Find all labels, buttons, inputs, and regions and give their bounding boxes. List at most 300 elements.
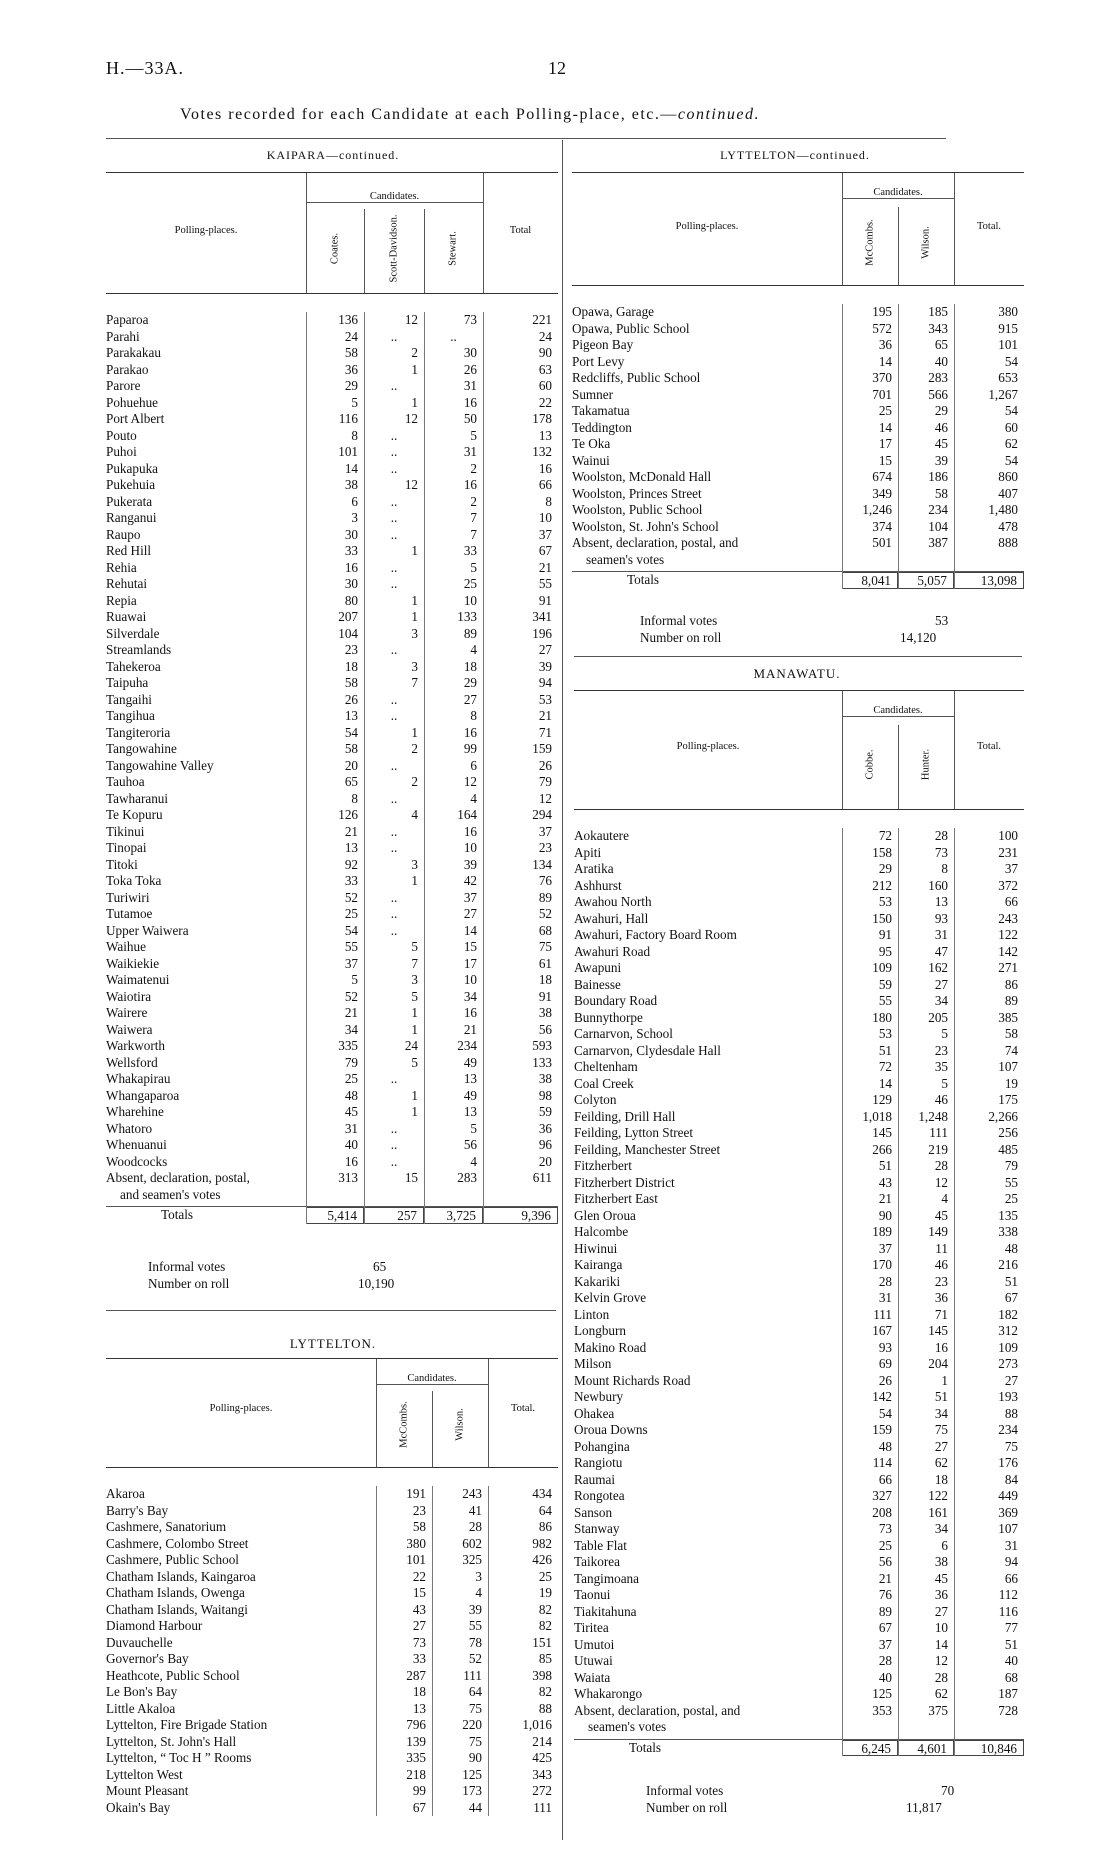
- vote-count: 69: [878, 1356, 892, 1371]
- vote-count: ..: [390, 840, 398, 855]
- vote-count: 10: [463, 840, 477, 855]
- vote-count: 25: [1004, 1191, 1018, 1206]
- table-row: [574, 845, 1024, 862]
- vote-count: 4: [470, 790, 477, 806]
- vote-count: 51: [1004, 1636, 1018, 1652]
- table-row: [572, 387, 1024, 404]
- informal-label: Informal votes: [148, 1259, 226, 1274]
- vote-count: 40: [344, 1137, 358, 1152]
- vote-count: 407: [998, 485, 1018, 501]
- table-row: [106, 1717, 558, 1734]
- vote-count: 243: [462, 1486, 482, 1501]
- vote-count: 602: [462, 1535, 482, 1551]
- vote-count: 1: [411, 1087, 418, 1103]
- vote-count: 23: [538, 840, 552, 855]
- column-rule: [483, 312, 484, 1224]
- vote-count: 18: [538, 972, 552, 987]
- kaipara-cand-stewart: Stewart.: [447, 231, 459, 266]
- table-row: [106, 1684, 558, 1701]
- vote-count: 19: [1004, 1075, 1018, 1091]
- polling-place-name: Mount Pleasant: [106, 1783, 189, 1798]
- vote-count: 90: [538, 345, 552, 360]
- vote-count: 107: [998, 1059, 1018, 1074]
- polling-place-name: Boundary Road: [574, 993, 658, 1008]
- vote-count: 28: [878, 1653, 892, 1668]
- vote-count: 1: [411, 543, 418, 558]
- vote-count: 335: [338, 1038, 358, 1053]
- vote-count: 13: [344, 708, 358, 723]
- vote-count: 76: [538, 873, 552, 888]
- polling-place-name: Takamatua: [572, 403, 630, 418]
- vote-count: 485: [998, 1141, 1018, 1157]
- vote-count: 2: [411, 345, 418, 360]
- polling-place-name: Opawa, Garage: [572, 304, 655, 319]
- polling-place-name: Waimatenui: [106, 972, 170, 987]
- lyttelton-continued-table: [572, 172, 1024, 589]
- vote-count: 31: [463, 378, 477, 393]
- vote-count: 20: [538, 1153, 552, 1169]
- kaipara-footer: [148, 1258, 448, 1292]
- polling-place-name: Carnarvon, School: [574, 1026, 673, 1041]
- table-row: [574, 1422, 1024, 1439]
- vote-count: 132: [532, 444, 552, 459]
- vote-count: 16: [463, 823, 477, 839]
- vote-count: 14: [878, 419, 892, 435]
- vote-count: 79: [538, 774, 552, 789]
- vote-count: 125: [462, 1766, 482, 1782]
- vote-count: 10: [934, 1620, 948, 1635]
- vote-count: 63: [538, 361, 552, 377]
- vote-count: 52: [344, 988, 358, 1004]
- vote-count: 89: [878, 1603, 892, 1619]
- vote-count: 98: [538, 1087, 552, 1103]
- document-reference: H.—33A.: [106, 58, 184, 78]
- polling-place-name: Fitzherbert East: [574, 1191, 658, 1206]
- vote-count: 60: [1004, 419, 1018, 435]
- vote-count: 12: [934, 1174, 948, 1190]
- polling-place-name: Toka Toka: [106, 873, 162, 888]
- vote-count: 59: [538, 1104, 552, 1119]
- vote-count: 189: [872, 1224, 892, 1239]
- table-row: [106, 824, 558, 841]
- vote-count: ..: [450, 328, 457, 344]
- table-row: [574, 1604, 1024, 1621]
- vote-count: ..: [390, 576, 398, 591]
- table-row: [106, 329, 558, 346]
- table-row: [106, 395, 558, 412]
- vote-count: 8: [470, 708, 477, 723]
- vote-count: 72: [878, 828, 892, 843]
- polling-place-name: Teddington: [572, 419, 632, 435]
- vote-count: 385: [998, 1009, 1018, 1025]
- table-row: [106, 708, 558, 725]
- vote-count: 256: [998, 1125, 1018, 1140]
- table-row: [106, 1569, 558, 1586]
- vote-count: 29: [463, 675, 477, 690]
- vote-count: 92: [344, 856, 358, 872]
- polling-place-name: Puhoi: [106, 444, 137, 459]
- vote-count: 1: [411, 1005, 418, 1020]
- polling-place-name: Streamlands: [106, 642, 172, 657]
- vote-count: 45: [934, 1207, 948, 1223]
- vote-count: 51: [878, 1158, 892, 1173]
- polling-place-name: Woolston, McDonald Hall: [572, 469, 712, 484]
- table-row: [106, 1005, 558, 1022]
- polling-place-name: Tangaihi: [106, 691, 152, 707]
- vote-count: 27: [1004, 1372, 1018, 1388]
- vote-count: 53: [538, 691, 552, 707]
- polling-place-name: Tinopai: [106, 840, 147, 855]
- vote-count: ..: [390, 642, 398, 657]
- polling-place-name: Awahuri, Hall: [574, 910, 649, 926]
- vote-count: 982: [532, 1535, 552, 1551]
- vote-count: 27: [538, 642, 552, 657]
- vote-count: 4: [470, 1153, 477, 1169]
- polling-place-name: Ruawai: [106, 609, 147, 624]
- vote-count: 4: [411, 807, 418, 822]
- table-row: [574, 1274, 1024, 1291]
- vote-count: 109: [998, 1339, 1018, 1355]
- vote-count: 16: [538, 460, 552, 476]
- polling-place-name: Glen Oroua: [574, 1207, 636, 1223]
- table-row: [106, 477, 558, 494]
- polling-place-name: Tangiteroria: [106, 724, 171, 740]
- vote-count: 101: [998, 337, 1018, 352]
- vote-count: 18: [412, 1684, 426, 1699]
- table-row: [106, 857, 558, 874]
- polling-place-name: Rangiotu: [574, 1455, 623, 1470]
- vote-count: 16: [463, 394, 477, 410]
- vote-count: ..: [390, 823, 398, 839]
- lyttelton-continued-title: LYTTELTON—continued.: [720, 148, 870, 162]
- polling-place-name: Pouto: [106, 427, 137, 443]
- total-count: 6,245: [842, 1740, 898, 1757]
- vote-count: 170: [872, 1257, 892, 1272]
- vote-count: 36: [538, 1120, 552, 1136]
- table-row: [106, 1104, 558, 1121]
- vote-count: 1: [411, 1021, 418, 1037]
- manawatu-rows: [574, 828, 1024, 1756]
- informal-label: Informal votes: [640, 613, 718, 628]
- vote-count: 107: [998, 1521, 1018, 1536]
- lyttelton-cand-wilson: Wilson.: [454, 1408, 466, 1441]
- polling-place-name: Aokautere: [574, 828, 629, 843]
- vote-count: 88: [538, 1700, 552, 1716]
- manawatu-col-polling-places: Polling-places.: [676, 741, 740, 752]
- vote-count: 116: [998, 1603, 1018, 1619]
- vote-count: 49: [463, 1054, 477, 1070]
- vote-count: 21: [538, 559, 552, 575]
- polling-place-name: Colyton: [574, 1092, 617, 1107]
- vote-count: 40: [1004, 1653, 1018, 1668]
- vote-count: 75: [538, 939, 552, 954]
- vote-count: 114: [872, 1455, 892, 1470]
- table-row: [574, 1109, 1024, 1126]
- vote-count: 62: [1004, 436, 1018, 451]
- vote-count: 73: [934, 844, 948, 860]
- vote-count: 59: [878, 976, 892, 992]
- vote-count: 55: [1004, 1174, 1018, 1190]
- vote-count: 8: [545, 493, 552, 509]
- vote-count: 25: [538, 1568, 552, 1584]
- vote-count: 398: [532, 1667, 552, 1683]
- polling-place-name: Absent, declaration, postal,: [106, 1170, 250, 1185]
- vote-count: 150: [872, 910, 892, 926]
- vote-count: 13: [934, 894, 948, 909]
- polling-place-name: Fitzherbert: [574, 1158, 632, 1173]
- vote-count: 16: [934, 1339, 948, 1355]
- vote-count: 60: [538, 378, 552, 393]
- vote-count: 14: [878, 353, 892, 369]
- vote-count: 52: [344, 889, 358, 905]
- table-row: [106, 1503, 558, 1520]
- vote-count: 434: [532, 1486, 552, 1501]
- polling-place-name: Woolston, St. John's School: [572, 518, 719, 534]
- vote-count: 67: [878, 1620, 892, 1635]
- vote-count: 37: [344, 955, 358, 971]
- vote-count: 31: [878, 1290, 892, 1305]
- vote-count: 86: [538, 1519, 552, 1534]
- vote-count: 159: [532, 741, 552, 756]
- table-row: [106, 1170, 558, 1187]
- vote-count: 387: [928, 535, 948, 550]
- polling-place-name: Parakakau: [106, 345, 161, 360]
- informal-label: Informal votes: [646, 1783, 724, 1798]
- vote-count: 796: [406, 1717, 426, 1732]
- manawatu-header: [574, 690, 1024, 810]
- vote-count: 42: [463, 873, 477, 888]
- vote-count: 701: [872, 386, 892, 402]
- vote-count: 66: [538, 477, 552, 492]
- vote-count: 34: [463, 988, 477, 1004]
- informal-value: 65: [373, 1259, 387, 1274]
- table-row: [106, 675, 558, 692]
- table-row: [106, 989, 558, 1006]
- table-row: [106, 593, 558, 610]
- vote-count: 380: [998, 304, 1018, 319]
- polling-place-name: Pukapuka: [106, 460, 159, 476]
- table-row: [106, 576, 558, 593]
- vote-count: 8: [351, 790, 358, 806]
- vote-count: 51: [878, 1042, 892, 1058]
- polling-place-name: Rongotea: [574, 1488, 625, 1503]
- polling-place-name: Tahekeroa: [106, 658, 161, 674]
- vote-count: 52: [538, 906, 552, 921]
- vote-count: 478: [998, 518, 1018, 534]
- total-count: 8,041: [842, 572, 898, 589]
- vote-count: 31: [344, 1120, 358, 1136]
- column-rule: [898, 828, 899, 1756]
- vote-count: 167: [872, 1323, 892, 1338]
- lyttelton-col-polling-places: Polling-places.: [209, 1403, 273, 1414]
- vote-count: 55: [878, 993, 892, 1008]
- total-count: 9,396: [483, 1207, 558, 1224]
- table-row: [106, 1767, 558, 1784]
- vote-count: 48: [1004, 1240, 1018, 1256]
- vote-count: 36: [344, 361, 358, 377]
- section-rule: [574, 656, 1022, 657]
- table-row: [574, 1059, 1024, 1076]
- polling-place-name: Aratika: [574, 861, 614, 876]
- vote-count: 38: [344, 477, 358, 492]
- vote-count: 283: [928, 370, 948, 385]
- polling-place-name: Lyttelton, St. John's Hall: [106, 1733, 237, 1749]
- polling-place-name: Woolston, Princes Street: [572, 485, 702, 501]
- total-count: 13,098: [954, 572, 1024, 589]
- vote-count: 1: [411, 609, 418, 624]
- vote-count: 56: [463, 1137, 477, 1152]
- vote-count: 195: [872, 304, 892, 319]
- vote-count: 29: [878, 861, 892, 876]
- lyttelton-col-total: Total.: [510, 1403, 536, 1414]
- vote-count: 37: [1004, 861, 1018, 876]
- polling-place-name: Cashmere, Colombo Street: [106, 1535, 249, 1551]
- vote-count: 12: [538, 790, 552, 806]
- polling-place-name: Chatham Islands, Owenga: [106, 1585, 245, 1600]
- vote-count: ..: [390, 708, 398, 723]
- table-row: [572, 321, 1024, 338]
- vote-count: 1: [411, 724, 418, 740]
- vote-count: 27: [934, 1438, 948, 1454]
- polling-place-name: Feilding, Lytton Street: [574, 1125, 694, 1140]
- polling-place-name: Barry's Bay: [106, 1502, 169, 1518]
- vote-count: 196: [532, 625, 552, 641]
- polling-place-name: Whakarongo: [574, 1686, 643, 1701]
- vote-count: 65: [934, 337, 948, 352]
- vote-count: 21: [344, 1005, 358, 1020]
- polling-place-name: Waiata: [574, 1669, 611, 1685]
- table-row: [574, 1142, 1024, 1159]
- polling-place-name: Waiwera: [106, 1021, 153, 1037]
- vote-count: 186: [928, 469, 948, 484]
- polling-place-name: Diamond Harbour: [106, 1618, 203, 1633]
- column-rule: [488, 1486, 489, 1816]
- table-row: [106, 560, 558, 577]
- table-row: [106, 1486, 558, 1503]
- table-row: [106, 1536, 558, 1553]
- vote-count: 1: [411, 361, 418, 377]
- column-rule: [842, 828, 843, 1756]
- vote-count: 6: [351, 493, 358, 509]
- table-row: [106, 1038, 558, 1055]
- vote-count: 26: [878, 1372, 892, 1388]
- vote-count: 40: [934, 353, 948, 369]
- table-row: [574, 1307, 1024, 1324]
- column-rule: [306, 312, 307, 1224]
- table-row: [574, 1538, 1024, 1555]
- vote-count: 75: [468, 1700, 482, 1716]
- polling-place-name: Parakao: [106, 361, 149, 377]
- vote-count: 214: [532, 1733, 552, 1749]
- vote-count: 53: [878, 894, 892, 909]
- table-row: [106, 923, 558, 940]
- vote-count: ..: [390, 889, 398, 905]
- roll-value: 11,817: [906, 1800, 942, 1815]
- vote-count: 25: [878, 403, 892, 418]
- table-row: [572, 370, 1024, 387]
- table-row: [574, 1241, 1024, 1258]
- vote-count: 5: [941, 1075, 948, 1091]
- vote-count: 7: [411, 675, 418, 690]
- table-row: [106, 840, 558, 857]
- vote-count: 283: [457, 1170, 477, 1185]
- vote-count: 173: [462, 1783, 482, 1798]
- vote-count: 100: [998, 828, 1018, 843]
- polling-place-name: Tangowahine: [106, 741, 177, 756]
- vote-count: ..: [390, 444, 398, 459]
- table-row: [574, 894, 1024, 911]
- polling-place-name: Waikiekie: [106, 955, 160, 971]
- vote-count: 122: [928, 1488, 948, 1503]
- vote-count: 45: [934, 1570, 948, 1586]
- table-row: [574, 1043, 1024, 1060]
- vote-count: 182: [998, 1306, 1018, 1322]
- column-rule: [954, 304, 955, 589]
- vote-count: 6: [941, 1537, 948, 1553]
- vote-count: 68: [1004, 1669, 1018, 1685]
- vote-count: 13: [538, 427, 552, 443]
- table-row: [106, 791, 558, 808]
- polling-place-name: Whakapirau: [106, 1071, 171, 1086]
- polling-place-name: Waiotira: [106, 988, 152, 1004]
- vote-count: 33: [344, 543, 358, 558]
- polling-place-name: Awahuri Road: [574, 943, 651, 959]
- vote-count: 353: [872, 1702, 892, 1718]
- vote-count: 112: [998, 1587, 1018, 1602]
- vote-count: 64: [468, 1684, 482, 1699]
- vote-count: 122: [998, 927, 1018, 942]
- vote-count: 234: [928, 502, 948, 517]
- vote-count: 1,018: [862, 1108, 892, 1124]
- vote-count: 76: [878, 1587, 892, 1602]
- vote-count: 572: [872, 320, 892, 336]
- vote-count: 133: [532, 1054, 552, 1070]
- table-row: [574, 1191, 1024, 1208]
- vote-count: 74: [1004, 1042, 1018, 1058]
- polling-place-name: Tangihua: [106, 708, 155, 723]
- kaipara-header: [106, 172, 558, 294]
- polling-place-name: Port Albert: [106, 411, 165, 426]
- vote-count: 58: [934, 485, 948, 501]
- table-row-continuation: [574, 1719, 1024, 1736]
- totals-row: [106, 1206, 558, 1224]
- vote-count: 28: [934, 1669, 948, 1685]
- title-rule: [106, 138, 946, 139]
- vote-count: 501: [872, 535, 892, 550]
- total-count: 5,057: [898, 572, 954, 589]
- polling-place-name: Awahuri, Factory Board Room: [574, 927, 737, 942]
- lyttelton-continued-cand-mccombs: McCombs.: [864, 219, 876, 266]
- vote-count: 219: [928, 1141, 948, 1157]
- table-row: [106, 939, 558, 956]
- vote-count: 55: [468, 1618, 482, 1633]
- vote-count: 48: [878, 1438, 892, 1454]
- vote-count: ..: [390, 378, 398, 393]
- table-row: [106, 1071, 558, 1088]
- vote-count: 23: [934, 1042, 948, 1058]
- table-row: [574, 1670, 1024, 1687]
- table-row: [106, 1800, 558, 1817]
- table-row: [106, 692, 558, 709]
- table-row: [106, 1618, 558, 1635]
- vote-count: 25: [344, 1071, 358, 1086]
- vote-count: 62: [934, 1686, 948, 1701]
- kaipara-col-total: Total: [509, 225, 532, 236]
- table-row: [574, 1323, 1024, 1340]
- vote-count: 1: [411, 1104, 418, 1119]
- vote-count: 79: [1004, 1158, 1018, 1173]
- vote-count: 31: [463, 444, 477, 459]
